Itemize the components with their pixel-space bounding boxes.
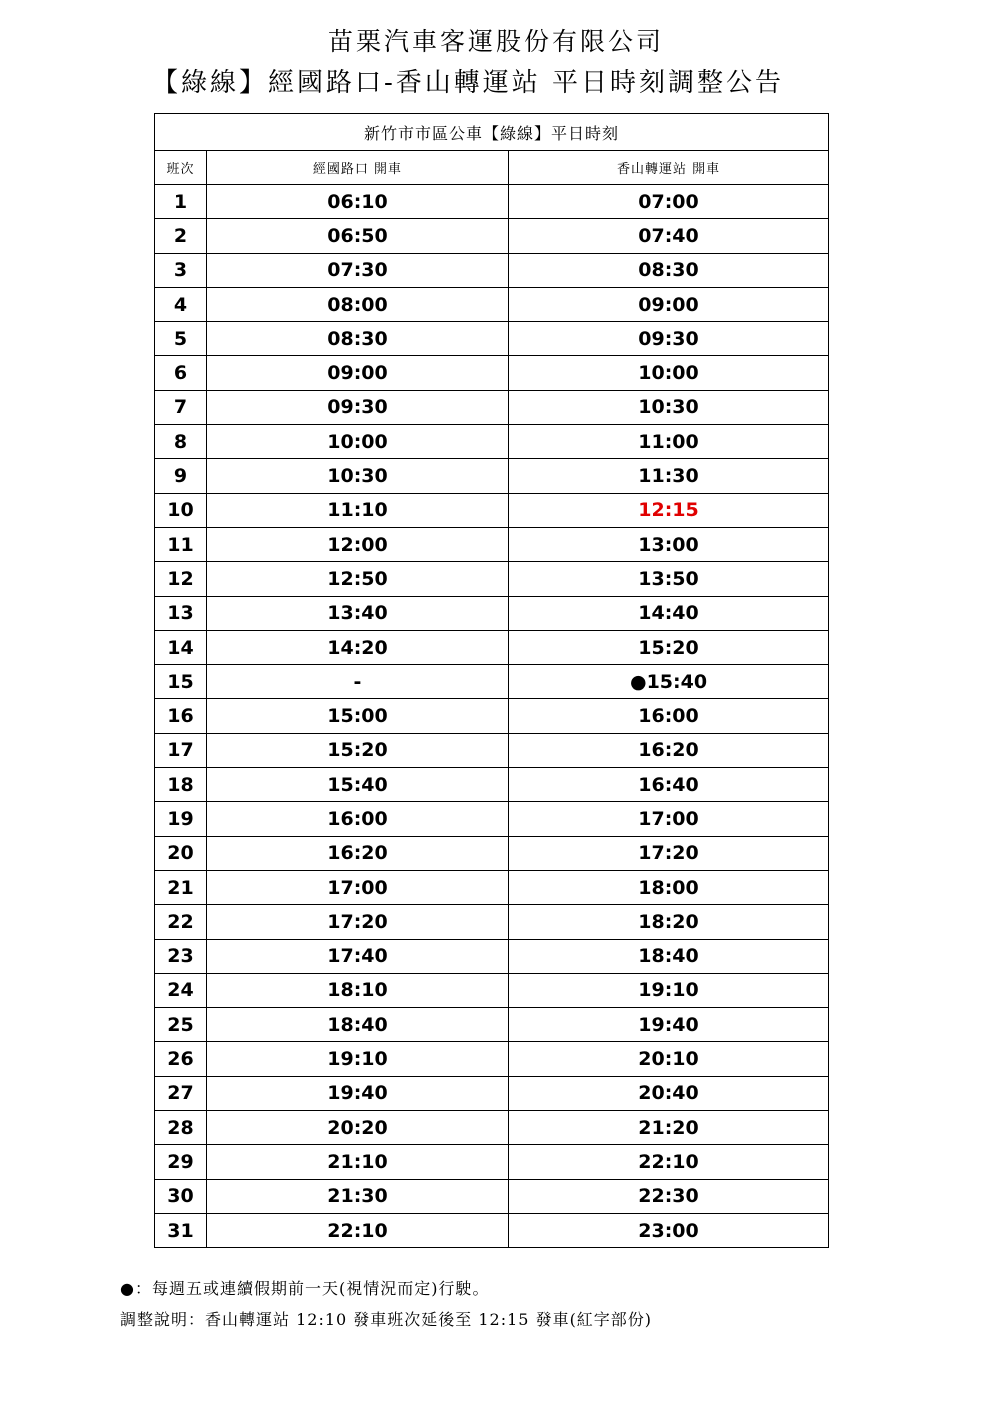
xiangshan-departure-cell: 09:30 [509, 322, 829, 356]
jingguo-departure-cell: 15:20 [207, 733, 509, 767]
table-row [155, 870, 829, 904]
table-row [155, 1008, 829, 1042]
trip-number-cell: 29 [155, 1145, 207, 1179]
xiangshan-departure-cell: 20:10 [509, 1042, 829, 1076]
table-row [155, 836, 829, 870]
xiangshan-departure-cell: 11:00 [509, 425, 829, 459]
trip-number-cell: 2 [155, 219, 207, 253]
table-header-row [155, 151, 829, 185]
jingguo-departure-cell: 10:00 [207, 425, 509, 459]
jingguo-departure-cell: 12:00 [207, 527, 509, 561]
table-row [155, 1042, 829, 1076]
xiangshan-departure-cell: 11:30 [509, 459, 829, 493]
table-row [155, 596, 829, 630]
jingguo-departure-cell: 07:30 [207, 253, 509, 287]
trip-number-cell: 6 [155, 356, 207, 390]
xiangshan-departure-cell: 20:40 [509, 1076, 829, 1110]
table-row [155, 459, 829, 493]
table-row [155, 322, 829, 356]
jingguo-departure-cell: 10:30 [207, 459, 509, 493]
trip-number-cell: 9 [155, 459, 207, 493]
xiangshan-departure-cell: 14:40 [509, 596, 829, 630]
jingguo-departure-cell: 08:00 [207, 287, 509, 321]
xiangshan-departure-cell: ●15:40 [509, 665, 829, 699]
jingguo-departure-cell: 06:50 [207, 219, 509, 253]
xiangshan-departure-cell: 07:00 [509, 185, 829, 219]
column-header-xiangshan-departure: 香山轉運站 開車 [509, 151, 829, 185]
jingguo-departure-cell: 15:40 [207, 768, 509, 802]
xiangshan-departure-cell: 18:40 [509, 939, 829, 973]
trip-number-cell: 21 [155, 870, 207, 904]
xiangshan-departure-cell: 17:00 [509, 802, 829, 836]
xiangshan-departure-cell: 09:00 [509, 287, 829, 321]
xiangshan-departure-cell: 13:50 [509, 562, 829, 596]
jingguo-departure-cell: 09:30 [207, 390, 509, 424]
company-name: 苗栗汽車客運股份有限公司 [327, 27, 664, 56]
trip-number-cell: 7 [155, 390, 207, 424]
jingguo-departure-cell: 09:00 [207, 356, 509, 390]
table-row [155, 390, 829, 424]
trip-number-cell: 28 [155, 1111, 207, 1145]
xiangshan-departure-cell: 16:40 [509, 768, 829, 802]
table-caption: 新竹市市區公車【綠線】平日時刻 [155, 114, 829, 151]
symbol-note: ●：每週五或連續假期前一天(視情況而定)行駛。 [120, 1279, 490, 1298]
trip-number-cell: 3 [155, 253, 207, 287]
table-caption-row [155, 114, 829, 151]
trip-number-cell: 13 [155, 596, 207, 630]
notice-title: 【綠線】經國路口-香山轉運站 平日時刻調整公告 [151, 68, 785, 98]
table-row [155, 939, 829, 973]
jingguo-departure-cell: 16:00 [207, 802, 509, 836]
table-row [155, 219, 829, 253]
xiangshan-departure-cell: 16:00 [509, 699, 829, 733]
xiangshan-departure-cell: 18:00 [509, 870, 829, 904]
xiangshan-departure-cell: 15:20 [509, 630, 829, 664]
jingguo-departure-cell: 21:30 [207, 1179, 509, 1213]
jingguo-departure-cell: 11:10 [207, 493, 509, 527]
table-row [155, 768, 829, 802]
table-row [155, 562, 829, 596]
table-row [155, 1076, 829, 1110]
jingguo-departure-cell: 22:10 [207, 1213, 509, 1247]
column-header-trip-number: 班次 [155, 151, 207, 185]
jingguo-departure-cell: 19:10 [207, 1042, 509, 1076]
xiangshan-departure-cell: 10:00 [509, 356, 829, 390]
jingguo-departure-cell: 17:40 [207, 939, 509, 973]
xiangshan-departure-cell: 12:15 [509, 493, 829, 527]
xiangshan-departure-cell: 19:10 [509, 973, 829, 1007]
jingguo-departure-cell: - [207, 665, 509, 699]
jingguo-departure-cell: 08:30 [207, 322, 509, 356]
table-row [155, 527, 829, 561]
trip-number-cell: 24 [155, 973, 207, 1007]
jingguo-departure-cell: 18:40 [207, 1008, 509, 1042]
xiangshan-departure-cell: 10:30 [509, 390, 829, 424]
trip-number-cell: 16 [155, 699, 207, 733]
trip-number-cell: 12 [155, 562, 207, 596]
table-row [155, 356, 829, 390]
xiangshan-departure-cell: 17:20 [509, 836, 829, 870]
table-row [155, 253, 829, 287]
xiangshan-departure-cell: 22:30 [509, 1179, 829, 1213]
table-row [155, 1111, 829, 1145]
table-row [155, 905, 829, 939]
table-row [155, 1145, 829, 1179]
trip-number-cell: 17 [155, 733, 207, 767]
trip-number-cell: 14 [155, 630, 207, 664]
trip-number-cell: 10 [155, 493, 207, 527]
trip-number-cell: 4 [155, 287, 207, 321]
table-row [155, 733, 829, 767]
trip-number-cell: 27 [155, 1076, 207, 1110]
column-header-jingguo-departure: 經國路口 開車 [207, 151, 509, 185]
trip-number-cell: 11 [155, 527, 207, 561]
table-row [155, 287, 829, 321]
xiangshan-departure-cell: 07:40 [509, 219, 829, 253]
trip-number-cell: 1 [155, 185, 207, 219]
jingguo-departure-cell: 16:20 [207, 836, 509, 870]
trip-number-cell: 23 [155, 939, 207, 973]
xiangshan-departure-cell: 19:40 [509, 1008, 829, 1042]
xiangshan-departure-cell: 18:20 [509, 905, 829, 939]
trip-number-cell: 26 [155, 1042, 207, 1076]
adjustment-note: 調整說明：香山轉運站 12:10 發車班次延後至 12:15 發車(紅字部份) [120, 1310, 653, 1329]
jingguo-departure-cell: 17:00 [207, 870, 509, 904]
jingguo-departure-cell: 20:20 [207, 1111, 509, 1145]
table-row [155, 1213, 829, 1247]
table-row [155, 699, 829, 733]
table-row [155, 802, 829, 836]
trip-number-cell: 5 [155, 322, 207, 356]
jingguo-departure-cell: 21:10 [207, 1145, 509, 1179]
table-row [155, 425, 829, 459]
xiangshan-departure-cell: 22:10 [509, 1145, 829, 1179]
jingguo-departure-cell: 17:20 [207, 905, 509, 939]
jingguo-departure-cell: 19:40 [207, 1076, 509, 1110]
schedule-body [155, 185, 829, 1248]
table-row [155, 1179, 829, 1213]
jingguo-departure-cell: 15:00 [207, 699, 509, 733]
xiangshan-departure-cell: 16:20 [509, 733, 829, 767]
trip-number-cell: 30 [155, 1179, 207, 1213]
trip-number-cell: 22 [155, 905, 207, 939]
xiangshan-departure-cell: 23:00 [509, 1213, 829, 1247]
trip-number-cell: 20 [155, 836, 207, 870]
jingguo-departure-cell: 12:50 [207, 562, 509, 596]
table-row [155, 185, 829, 219]
trip-number-cell: 25 [155, 1008, 207, 1042]
jingguo-departure-cell: 18:10 [207, 973, 509, 1007]
xiangshan-departure-cell: 08:30 [509, 253, 829, 287]
trip-number-cell: 19 [155, 802, 207, 836]
trip-number-cell: 18 [155, 768, 207, 802]
trip-number-cell: 15 [155, 665, 207, 699]
table-row [155, 493, 829, 527]
jingguo-departure-cell: 14:20 [207, 630, 509, 664]
jingguo-departure-cell: 13:40 [207, 596, 509, 630]
table-row [155, 630, 829, 664]
xiangshan-departure-cell: 13:00 [509, 527, 829, 561]
trip-number-cell: 31 [155, 1213, 207, 1247]
schedule-table [154, 113, 829, 1248]
table-row [155, 665, 829, 699]
trip-number-cell: 8 [155, 425, 207, 459]
jingguo-departure-cell: 06:10 [207, 185, 509, 219]
table-row [155, 973, 829, 1007]
xiangshan-departure-cell: 21:20 [509, 1111, 829, 1145]
